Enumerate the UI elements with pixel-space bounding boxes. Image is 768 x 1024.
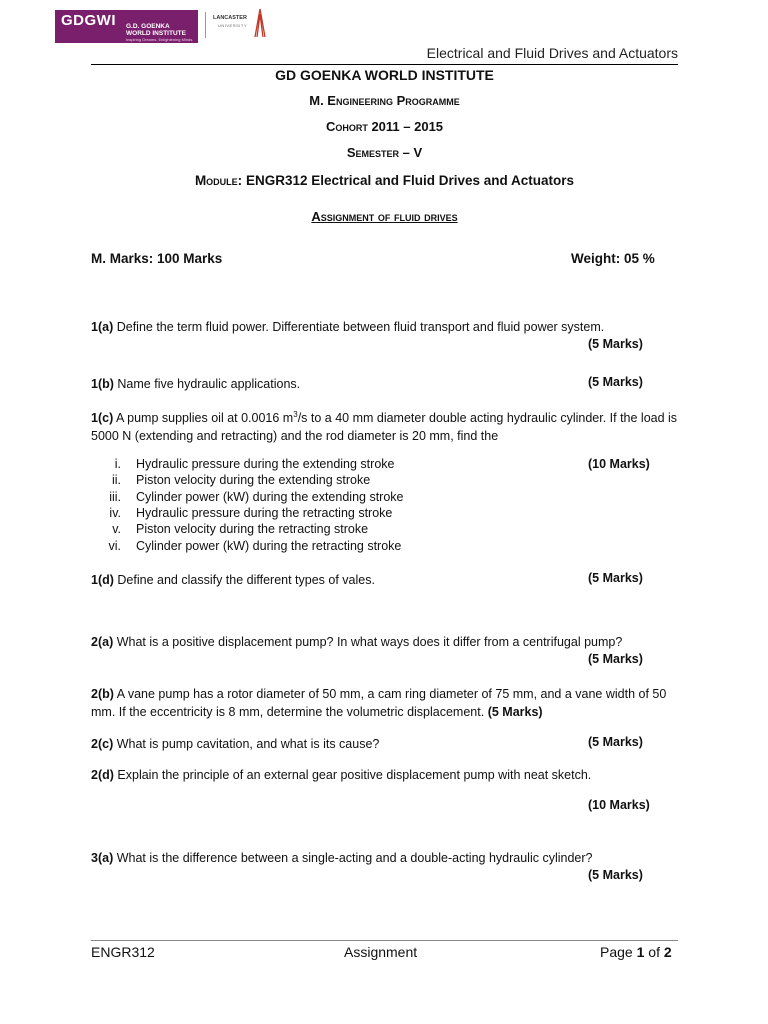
question-1b: 1(b) Name five hydraulic applications.	[91, 377, 301, 391]
logo-tagline: Inspiring Dreams. Enlightening Minds.	[126, 37, 194, 42]
question-2c-marks: (5 Marks)	[588, 735, 643, 749]
question-2a-marks: (5 Marks)	[588, 652, 643, 666]
cohort-title: Cohort 2011 – 2015	[325, 119, 444, 134]
question-1a-marks: (5 Marks)	[588, 337, 643, 351]
lancaster-emblem-icon	[252, 8, 268, 38]
weight: Weight: 05 %	[571, 251, 655, 266]
question-2d-marks: (10 Marks)	[588, 798, 650, 812]
footer-module-code: ENGR312	[91, 944, 155, 960]
header-rule	[91, 64, 678, 65]
programme-title: M. Engineering Programme	[309, 93, 460, 108]
assignment-title: Assignment of fluid drives	[311, 209, 458, 224]
question-1b-marks: (5 Marks)	[588, 375, 643, 389]
logo-subtitle: G.D. GOENKA WORLD INSTITUTE	[126, 23, 186, 37]
running-header-title: Electrical and Fluid Drives and Actuators	[426, 45, 678, 61]
question-1c-marks: (10 Marks)	[588, 457, 650, 471]
question-3a-marks: (5 Marks)	[588, 868, 643, 882]
gdgwi-logo	[55, 10, 198, 43]
question-2a: 2(a) What is a positive displacement pump? In what ways does it differ from a centrifugal pump?	[91, 635, 623, 649]
footer-rule	[91, 940, 678, 941]
question-2b: 2(b) A vane pump has a rotor diameter of 50 mm, a cam ring diameter of 75 mm, and a vane width of 50 mm. If the eccentricity is 8 mm, determine the volumetric displacement. (5 Marks)	[91, 687, 667, 719]
logo-text: GDGWI	[61, 12, 116, 29]
max-marks: M. Marks: 100 Marks	[91, 251, 223, 266]
institute-title: GD GOENKA WORLD INSTITUTE	[275, 67, 494, 83]
lancaster-logo: LANCASTER UNIVERSITY	[208, 8, 268, 40]
module-label: Module:	[194, 173, 243, 188]
question-1a: 1(a) Define the term fluid power. Differentiate between fluid transport and fluid power system.	[91, 320, 605, 334]
page-number: Page 1 of 2	[600, 944, 672, 960]
footer-doc-type: Assignment	[344, 944, 418, 960]
question-1d: 1(d) Define and classify the different types of vales.	[91, 573, 375, 587]
question-1c: 1(c) A pump supplies oil at 0.0016 $m^3/s$ to a 40 mm diameter double acting hydraulic cylinder. If the load is 5000 N (extending and retracting) and the rod diameter is 20 mm, find the	[91, 410, 678, 444]
question-3a: 3(a) What is the difference between a single-acting and a double-acting hydraulic cylinder?	[91, 851, 593, 865]
module-value: ENGR312 Electrical and Fluid Drives and Actuators	[245, 173, 575, 188]
module-title	[91, 173, 678, 188]
question-2c: 2(c) What is pump cavitation, and what is its cause?	[91, 737, 380, 751]
question-1d-marks: (5 Marks)	[588, 571, 643, 585]
logo-divider	[205, 12, 206, 38]
semester-title: Semester – V	[346, 145, 423, 160]
question-2d: 2(d) Explain the principle of an external gear positive displacement pump with neat sketch.	[91, 768, 592, 782]
